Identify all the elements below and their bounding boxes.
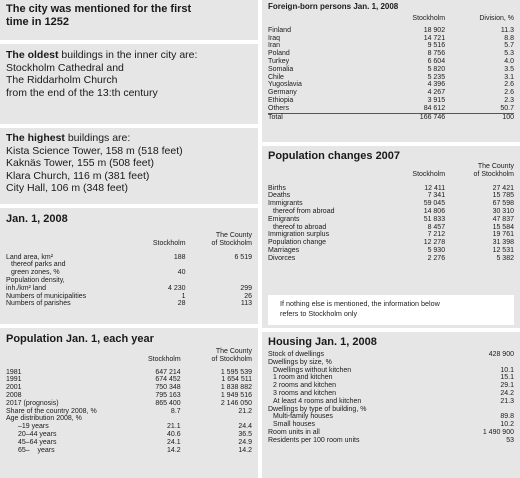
highest-lead-rest: buildings are: [64, 132, 131, 144]
table-row: Residents per 100 room units 53 [268, 436, 514, 444]
table-row: 1991 674 452 1 654 511 [6, 376, 252, 384]
highest-buildings-lead [6, 132, 252, 145]
table-row: 65– years 14.2 14.2 [18, 446, 252, 454]
highest-buildings-panel [0, 128, 258, 204]
table-row: Deaths 7 341 15 785 [268, 192, 514, 200]
table-row: Marriages 5 930 12 531 [268, 246, 514, 254]
jan2008-panel [0, 208, 258, 324]
table-row: Chile 5 235 3.1 [268, 73, 514, 81]
foreign-born-title: Foreign-born persons Jan. 1, 2008 [268, 2, 399, 11]
jan2008-title: Jan. 1, 2008 [6, 213, 68, 225]
table-row: 2008 795 163 1 949 516 [6, 391, 252, 399]
highest-lead-bold: The highest [6, 132, 65, 144]
housing-panel [262, 332, 520, 478]
oldest-lead-rest: buildings in the inner city are: [58, 49, 198, 61]
population-title: Population Jan. 1, each year [6, 333, 154, 345]
table-row: 1981 647 214 1 595 539 [6, 368, 252, 376]
jan2008-col-header: Stockholm [152, 239, 186, 247]
table-row: 2001 750 348 1 838 882 [6, 384, 252, 392]
changes-col-header: The County of Stockholm [473, 163, 514, 178]
table-row: thereof parks and [11, 261, 66, 269]
table-row: Numbers of parishes 28 113 [6, 300, 252, 308]
right-column [262, 0, 520, 478]
note-frame [262, 292, 520, 328]
table-row: Small houses 10.2 [273, 421, 514, 429]
table-row: Dwellings without kitchen 10.1 [273, 366, 514, 374]
highest-line: Klara Church, 116 m (381 feet) [6, 169, 150, 182]
table-row: Births 12 411 27 421 [268, 184, 514, 192]
table-row: green zones, % 40 [11, 269, 186, 277]
total-row: Total 166 746 100 [268, 113, 514, 121]
population-changes-table [268, 163, 514, 263]
highest-line: City Hall, 106 m (348 feet) [6, 182, 128, 194]
oldest-buildings-panel [0, 44, 258, 124]
table-row: inh./km² land 4 230 299 [6, 284, 252, 292]
table-row: thereof to abroad 8 457 15 584 [273, 223, 514, 231]
table-row: Emigrants 51 833 47 837 [268, 215, 514, 223]
table-row: Iraq 14 721 8.8 [268, 34, 514, 42]
highest-line: Kaknäs Tower, 155 m (508 feet) [6, 157, 155, 169]
population-changes-title: Population changes 2007 [268, 150, 401, 162]
city-mentioned-panel [0, 0, 258, 40]
oldest-buildings-lead [6, 49, 252, 62]
table-row: Land area, km² 188 6 519 [6, 253, 252, 261]
table-row: Yugoslavia 4 396 2.6 [268, 81, 514, 89]
foreign-born-panel [262, 0, 520, 142]
table-row: thereof from abroad 14 806 30 310 [273, 207, 514, 215]
note-box [268, 295, 514, 325]
table-row: Dwellings by size, % [268, 358, 332, 366]
note-line: If nothing else is mentioned, the information below [280, 299, 440, 308]
table-row: Finland 18 902 11.3 [268, 26, 514, 34]
table-row: Stock of dwellings 428 900 [268, 351, 514, 358]
table-row: Population change 12 278 31 398 [268, 239, 514, 247]
table-row: Immigration surplus 7 212 19 761 [268, 231, 514, 239]
table-row: 1 room and kitchen 15.1 [273, 374, 514, 382]
foreign-born-table [268, 15, 514, 121]
housing-table [268, 351, 514, 445]
table-row: Dwellings by type of building, % [268, 405, 367, 413]
table-row: Age distribution 2008, % [6, 415, 82, 423]
population-col-header: The County of Stockholm [211, 348, 252, 363]
table-row: Share of the country 2008, % 8.7 21.2 [6, 407, 252, 415]
table-row: Divorces 2 276 5 382 [268, 254, 514, 262]
table-row: 20–44 years 40.6 36.5 [18, 430, 252, 438]
oldest-line: from the end of the 13:th century [6, 86, 158, 99]
oldest-lead-bold: The oldest [6, 49, 59, 61]
table-row: Room units in all 1 490 900 [268, 428, 514, 436]
city-mentioned-title: The city was mentioned for the first time in 1252 [6, 3, 192, 28]
note-line: refers to Stockholm only [280, 309, 358, 318]
table-row: Germany 4 267 2.6 [268, 89, 514, 97]
table-row: 2017 (prognosis) 865 400 2 146 050 [6, 399, 252, 407]
foreign-col-header: Stockholm [412, 15, 446, 22]
oldest-line: The Riddarholm Church [6, 74, 118, 86]
population-panel [0, 328, 258, 478]
housing-title: Housing Jan. 1, 2008 [268, 336, 377, 348]
oldest-line: Stockholm Cathedral and [6, 61, 124, 74]
table-row: At least 4 rooms and kitchen 21.3 [273, 397, 514, 405]
population-col-header: Stockholm [147, 355, 181, 363]
table-row: 45–64 years 24.1 24.9 [18, 438, 252, 446]
table-row: Ethiopia 3 915 2.3 [268, 96, 514, 104]
table-row: Turkey 6 604 4.0 [268, 57, 514, 65]
population-changes-panel [262, 146, 520, 292]
table-row: Others 84 612 50.7 [268, 104, 514, 112]
population-table [6, 348, 252, 454]
foreign-col-header: Division, % [479, 15, 514, 22]
table-row: Population density, [6, 276, 65, 284]
left-column [0, 0, 258, 478]
highest-line: Kista Science Tower, 158 m (518 feet) [6, 144, 183, 157]
table-row: Poland 8 756 5.3 [268, 50, 514, 58]
table-row: Iran 9 516 5.7 [268, 42, 514, 50]
table-row: Numbers of municipalities 1 26 [6, 292, 252, 300]
table-row: –19 years 21.1 24.4 [18, 423, 252, 431]
table-row: Multi-family houses 89.8 [273, 413, 514, 421]
table-row: 2 rooms and kitchen 29.1 [273, 382, 514, 390]
table-row: Immigrants 59 045 67 598 [268, 200, 514, 208]
jan2008-col-header: The County of Stockholm [211, 232, 252, 247]
table-row: 3 rooms and kitchen 24.2 [273, 389, 514, 397]
changes-col-header: Stockholm [412, 170, 446, 178]
table-row: Somalia 5 820 3.5 [268, 65, 514, 73]
jan2008-table [6, 232, 252, 308]
